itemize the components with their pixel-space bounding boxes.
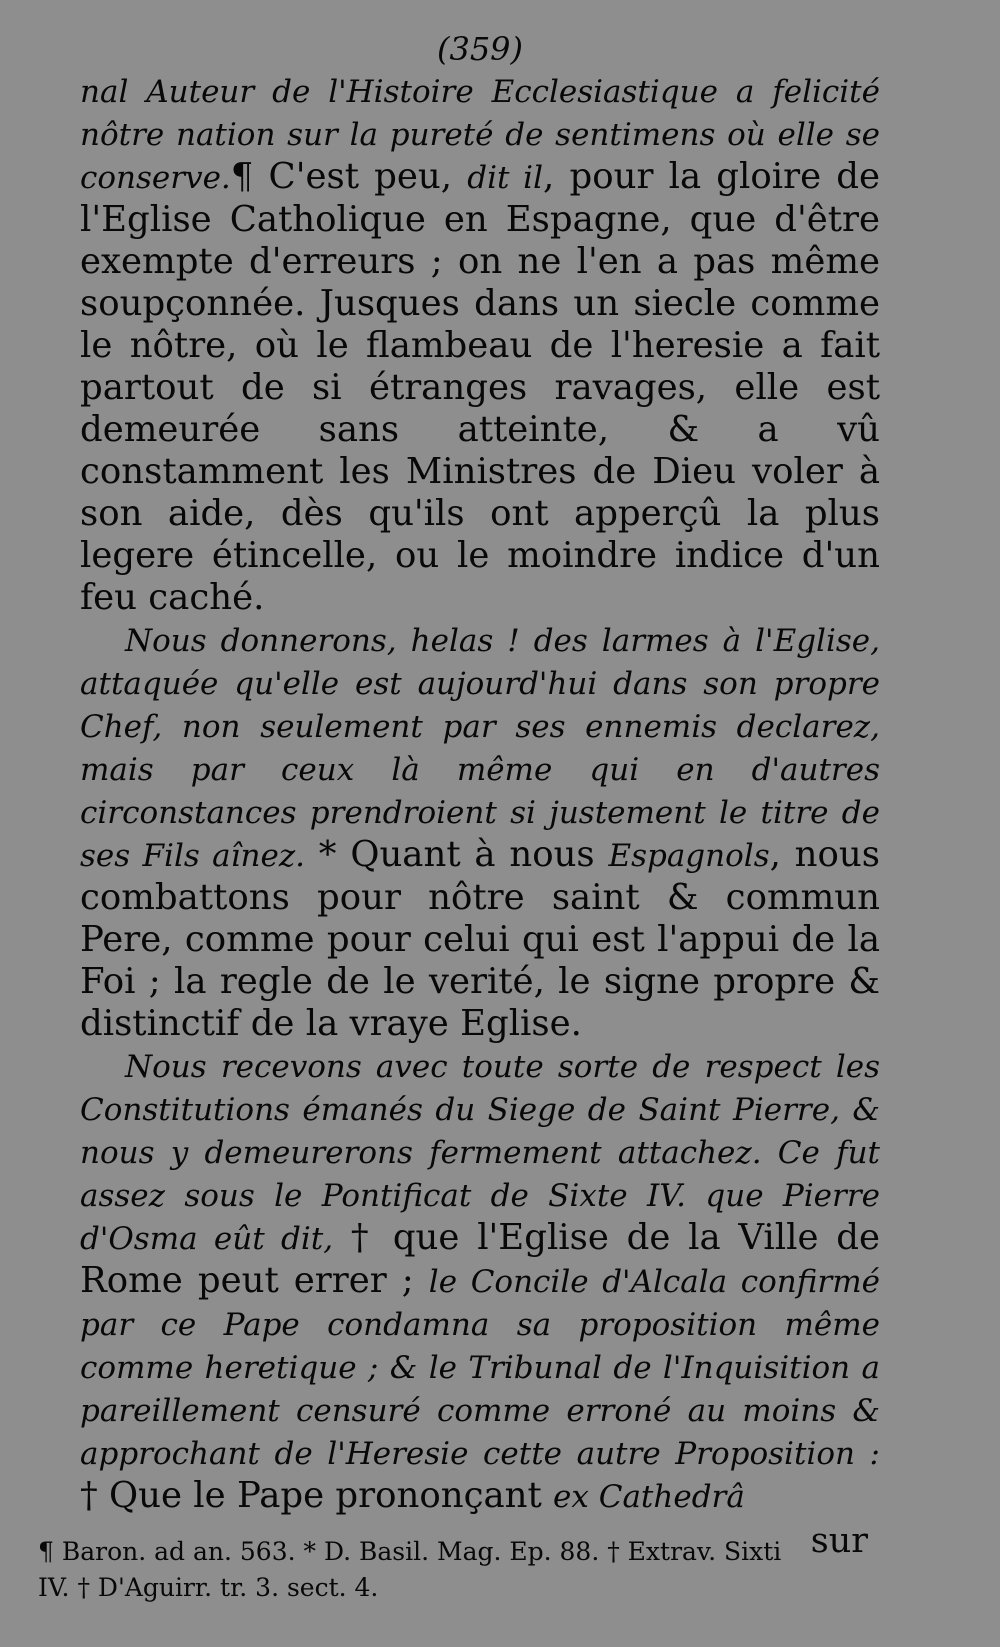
book-page <box>80 30 880 1630</box>
page-number: (359) <box>436 30 524 68</box>
paragraph-2 <box>80 619 880 1045</box>
text-run: Nous recevons avec toute sorte de respect les Constitutions émanés du Siege de Saint Pierre, & nous y demeurerons fermement attachez. Ce fut assez sous le Pontificat de Sixte IV. que Pierre d'Osma eût dit, <box>80 1049 880 1257</box>
text-run: Espagnols <box>608 838 770 874</box>
footnotes: ¶ Baron. ad an. 563. * D. Basil. Mag. Ep. 88. † Extrav. Sixti IV. † D'Aguirr. tr. 3. sect. 4. <box>38 1537 782 1602</box>
text-run: ¶ C'est peu, <box>230 156 468 197</box>
paragraph-3 <box>80 1045 880 1518</box>
text-run: ex Cathedrâ <box>553 1479 745 1515</box>
text-run: nal Auteur de l'Histoire Ecclesiastique a felicité nôtre nation sur la pureté de sentimens où elle se conserve. <box>80 74 880 196</box>
paragraph-1 <box>80 70 880 619</box>
text-run: , nous combattons pour nôtre saint & commun Pere, comme pour celui qui est l'appui de la Foi ; la regle de le verité, le signe propre & distinctif de la vraye Eglise. <box>80 834 880 1044</box>
text-run: dit il <box>467 160 544 196</box>
text-run: , pour la gloire de l'Eglise Catholique en Espagne, que d'être exempte d'erreurs ; on ne l'en a pas même soupçonnée. Jusques dans un siecle comme le nôtre, où le flambeau de l'heresie a fait partout de si étranges ravages, elle est demeurée sans atteinte, & a vû constamment les Ministres de Dieu voler à son aide, dès qu'ils ont apperçû la plus legere étincelle, ou le moindre indice d'un feu caché. <box>80 156 880 618</box>
text-run: * Quant à nous <box>305 834 609 875</box>
text-run: † Que le Pape prononçant <box>80 1475 554 1516</box>
page-body <box>80 70 880 1518</box>
text-run: Nous donnerons, helas ! des larmes à l'Eglise, attaquée qu'elle est aujourd'hui dans son propre Chef, non seulement par ses ennemis declarez, mais par ceux là même qui en d'autres circonstances prendroient si justement le titre de ses Fils aînez. <box>80 623 880 874</box>
catchword: sur <box>810 1521 868 1561</box>
text-run: le Concile d'Alcala confirmé par ce Pape condamna sa proposition même comme heretique ; & le Tribunal de l'Inquisition a pareillement censuré comme erroné au moins & approchant de l'Heresie cette autre Proposition : <box>80 1264 880 1472</box>
text-run: † que l'Eglise de la Ville de Rome peut errer ; <box>80 1217 880 1301</box>
